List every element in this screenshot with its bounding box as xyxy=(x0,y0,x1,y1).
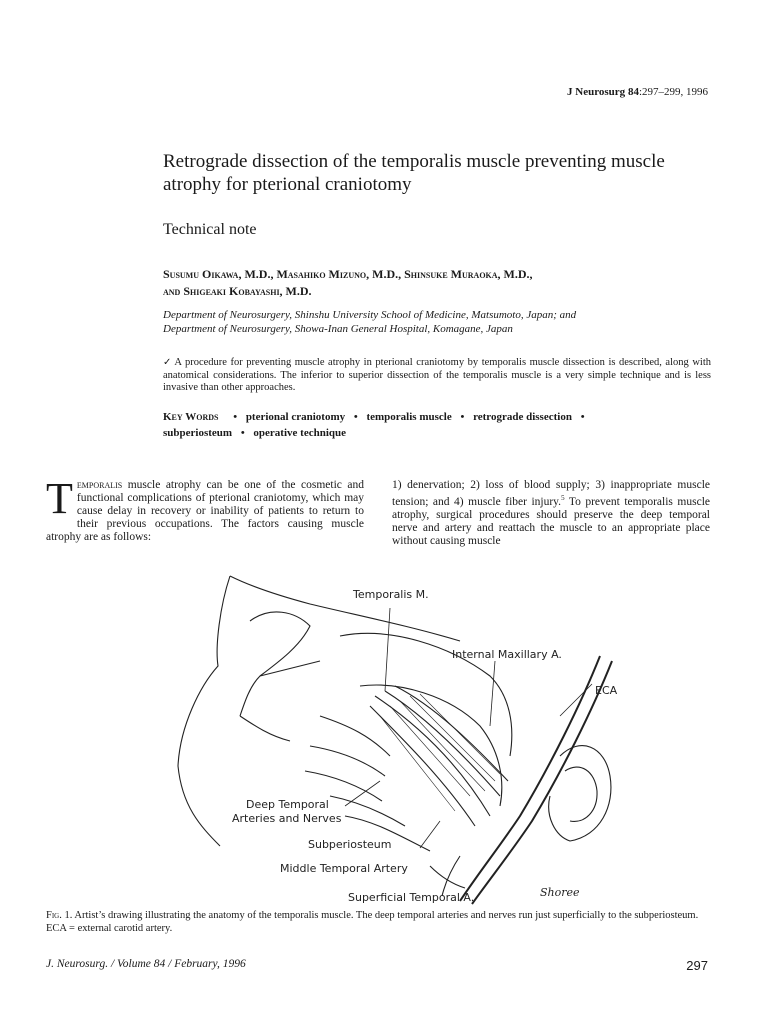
label-temporalis: Temporalis M. xyxy=(353,588,429,601)
footer-citation: J. Neurosurg. / Volume 84 / February, 1996 xyxy=(46,958,246,970)
keyword-item: operative technique xyxy=(253,427,346,439)
label-internal-maxillary: Internal Maxillary A. xyxy=(452,648,562,661)
journal-name: J Neurosurg xyxy=(567,86,626,98)
reference-marker: 5 xyxy=(561,494,565,502)
label-middle-temporal: Middle Temporal Artery xyxy=(280,862,408,875)
keywords xyxy=(163,409,711,441)
affiliations xyxy=(163,308,723,336)
body-text-right-a: 1) denervation; 2) loss of blood supply; 3) inappropriate muscle tension; and 4) muscle fiber injury. xyxy=(392,479,710,508)
keyword-separator: • xyxy=(580,411,585,423)
body-column-right xyxy=(392,479,710,548)
artist-signature: Shoree xyxy=(540,886,580,899)
authors-line-2: and Shigeaki Kobayashi, M.D. xyxy=(163,284,312,298)
affiliation-line-1: Department of Neurosurgery, Shinshu University School of Medicine, Matsumoto, Japan; and xyxy=(163,309,577,321)
keyword-separator: • xyxy=(240,427,245,439)
body-text-left: muscle atrophy can be one of the cosmetic and functional complications of pterional craniotomy, which may cause delay in recovery or inability of patients to return to their previous occupations. The factors causing muscle atrophy are as follows: xyxy=(46,479,364,543)
label-subperiosteum: Subperiosteum xyxy=(308,838,392,851)
journal-reference xyxy=(567,86,708,98)
keyword-item: retrograde dissection xyxy=(473,411,572,423)
lead-word: emporalis xyxy=(76,479,123,491)
keyword-separator: • xyxy=(460,411,465,423)
label-deep-temporal-1: Deep Temporal xyxy=(246,798,329,811)
keyword-item: subperiosteum xyxy=(163,427,233,439)
anatomy-figure xyxy=(160,566,630,906)
article-title: Retrograde dissection of the temporalis muscle preventing muscle atrophy for pterional craniotomy xyxy=(163,151,665,195)
keyword-item: pterional craniotomy xyxy=(245,411,346,423)
caption-tag: Fig. 1. xyxy=(46,910,73,921)
author-list xyxy=(163,266,723,300)
keyword-separator: • xyxy=(233,411,238,423)
article-subtitle: Technical note xyxy=(163,221,257,238)
journal-volume: 84 xyxy=(627,86,639,98)
page-number: 297 xyxy=(686,958,708,973)
body-text-right-b: To prevent temporalis muscle atrophy, surgical procedures should preserve the deep temporal nerve and artery and reattach the muscle to an appropriate place without causing muscle xyxy=(392,495,710,547)
keywords-label: Key Words xyxy=(163,411,219,423)
label-eca: ECA xyxy=(595,684,618,697)
abstract xyxy=(163,357,711,395)
drop-cap: T xyxy=(46,474,73,523)
keyword-item: temporalis muscle xyxy=(366,411,452,423)
affiliation-line-2: Department of Neurosurgery, Showa-Inan General Hospital, Komagane, Japan xyxy=(163,323,513,335)
checkmark-icon: ✓ xyxy=(163,357,172,368)
anatomy-illustration xyxy=(160,566,630,906)
body-column-left xyxy=(46,474,364,544)
figure-caption xyxy=(46,910,710,935)
abstract-text: A procedure for preventing muscle atrophy in pterional craniotomy by temporalis muscle dissection is described, along with anatomical considerations. The inferior to superior dissection of the temporalis muscle is a very simple technique and is less invasive than other approaches. xyxy=(163,357,711,393)
keyword-separator: • xyxy=(353,411,358,423)
caption-text: Artist’s drawing illustrating the anatomy of the temporalis muscle. The deep temporal arteries and nerves run just superficially to the subperiosteum. ECA = external carotid artery. xyxy=(46,910,699,934)
authors-line-1: Susumu Oikawa, M.D., Masahiko Mizuno, M.D., Shinsuke Muraoka, M.D., xyxy=(163,267,533,281)
journal-pages: :297–299, 1996 xyxy=(638,86,708,98)
label-deep-temporal-2: Arteries and Nerves xyxy=(232,812,342,825)
label-superficial-temporal: Superficial Temporal A. xyxy=(348,891,475,904)
